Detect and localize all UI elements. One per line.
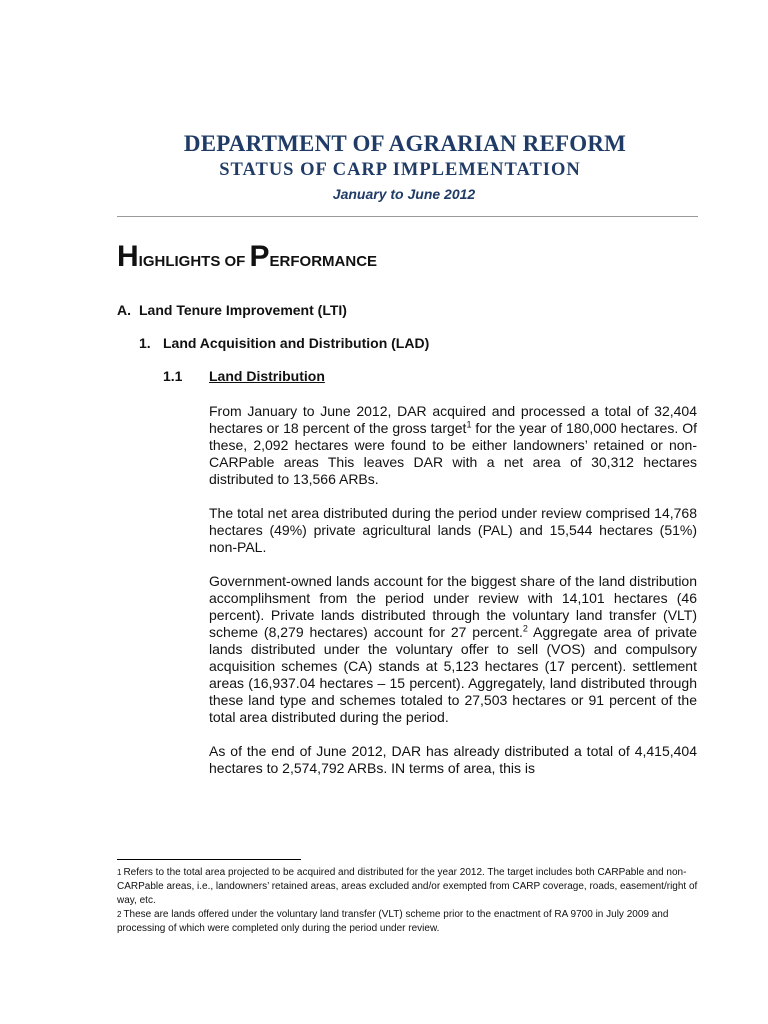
footnote-2-mark: 2 — [117, 910, 122, 919]
footnote-ref-1[interactable]: 1 — [466, 419, 472, 430]
section-1-heading — [139, 335, 429, 351]
section-a-label: A. — [117, 302, 131, 318]
section-a-heading — [117, 302, 347, 318]
section-a-title: Land Tenure Improvement (LTI) — [139, 302, 347, 318]
performance-word-rest: ERFORMANCE — [269, 253, 378, 270]
section-1-1-heading — [163, 368, 325, 384]
footnote-1 — [117, 866, 702, 908]
highlights-initial-p: P — [249, 240, 270, 273]
footnote-2-text: These are lands offered under the voluntary land transfer (VLT) scheme prior to the enactment of RA 9700 in July 2009 and processing of which were completed only during the period under review. — [117, 909, 669, 934]
paragraph-1 — [209, 403, 697, 488]
paragraph-2: The total net area distributed during the period under review comprised 14,768 hectares (49%) private agricultural lands (PAL) and 15,544 hectares (51%) non-PAL. — [209, 505, 697, 555]
footnote-divider — [117, 859, 301, 860]
section-1-title: Land Acquisition and Distribution (LAD) — [163, 335, 430, 351]
body-text — [209, 403, 697, 794]
paragraph-3-text-b: Aggregate area of private lands distributed under the voluntary offer to sell (VOS) and compulsory acquisition schemes (CA) stands at 5,123 hectares (17 percent). settlement areas (16,937.04 hectares – 15 percent). Aggregately, land distributed through these land type and schemes totaled to 27,503 hectares or 91 percent of the total area distributed during the period. — [209, 624, 697, 725]
report-subtitle: STATUS OF CARP IMPLEMENTATION — [219, 160, 581, 180]
highlights-initial-h: H — [117, 240, 139, 273]
paragraph-3 — [209, 573, 697, 726]
paragraph-1-text-a: From January to June 2012, DAR acquired and processed a total of 32,404 hectares or 18 percent of the gross target — [209, 403, 697, 436]
header-divider — [117, 216, 698, 217]
paragraph-3-text-a: Government-owned lands account for the biggest share of the land distribution accomplihsment from the period under review with 14,101 hectares (46 percent). Private lands distributed through the voluntary land transfer (VLT) scheme (8,279 hectares) account for 27 percent. — [209, 573, 697, 640]
paragraph-1-text-b: for the year of 180,000 hectares. Of these, 2,092 hectares were found to be either landowners’ retained or non-CARPable areas This leaves DAR with a net area of 30,312 hectares distributed to 13,566 ARBs. — [209, 420, 697, 487]
footnote-1-text: Refers to the total area projected to be acquired and distributed for the year 2012. The target includes both CARPable and non-CARPable areas, i.e., landowners’ retained areas, areas excluded and/or exempted from CARP coverage, roads, easement/right of way, etc. — [117, 867, 698, 906]
report-period: January to June 2012 — [332, 186, 476, 202]
footnote-ref-2[interactable]: 2 — [522, 623, 528, 634]
section-1-1-title: Land Distribution — [209, 368, 325, 384]
footnote-2 — [117, 908, 702, 936]
footnote-1-mark: 1 — [117, 868, 122, 877]
paragraph-4: As of the end of June 2012, DAR has already distributed a total of 4,415,404 hectares to 2,574,792 ARBs. IN terms of area, this is — [209, 743, 697, 776]
department-title: DEPARTMENT OF AGRARIAN REFORM — [183, 131, 627, 156]
footnotes — [117, 866, 702, 936]
section-1-label: 1. — [139, 335, 151, 351]
highlights-heading — [117, 242, 377, 272]
highlights-word-rest: IGHLIGHTS OF — [138, 253, 246, 270]
section-1-1-label: 1.1 — [163, 368, 183, 384]
